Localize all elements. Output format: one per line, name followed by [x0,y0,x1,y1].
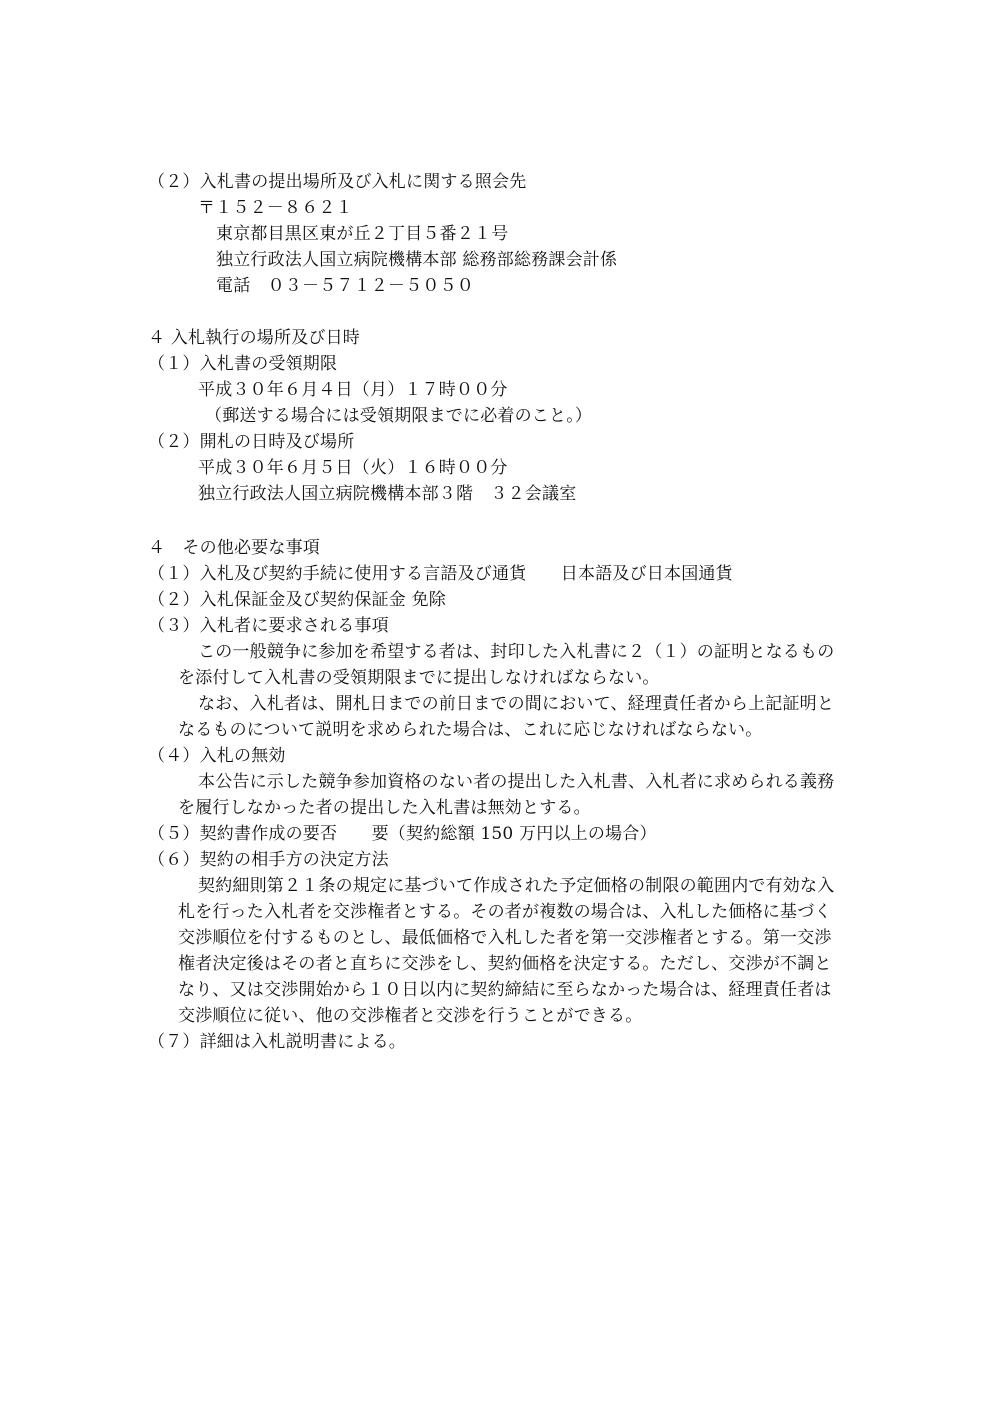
paragraph-line: なるものについて説明を求められた場合は、これに応じなければならない。 [178,720,763,740]
paragraph-line: 契約細則第２１条の規定に基づいて作成された予定価格の制限の範囲内で有効な入 [198,876,835,896]
paragraph-line: 交渉順位を付するものとし、最低価格で入札した者を第一交渉権者とする。第一交渉 [178,928,832,948]
paragraph-line: 札を行った入札者を交渉権者とする。その者が複数の場合は、入札した価格に基づく [178,902,832,922]
paragraph-line: 交渉順位に従い、他の交渉権者と交渉を行うことができる。 [178,1006,643,1026]
paragraph-line: この一般競争に参加を希望する者は、封印した入札書に２（１）の証明となるもの [198,642,835,662]
postal-code: 〒１５２－８６２１ [198,198,353,218]
paragraph-line: 本公告に示した競争参加資格のない者の提出した入札書、入札者に求められる義務 [198,772,835,792]
section-heading: （２）入札書の提出場所及び入札に関する照会先 [148,172,527,192]
item-heading: （４）入札の無効 [148,746,286,766]
item-text: （７）詳細は入札説明書による。 [148,1032,406,1052]
item-heading: （２）開札の日時及び場所 [148,432,355,452]
paragraph-line: なお、入札者は、開札日までの前日までの間において、経理責任者から上記証明と [198,694,835,714]
organization: 独立行政法人国立病院機構本部 総務部総務課会計係 [216,250,618,270]
address: 東京都目黒区東が丘２丁目５番２１号 [216,224,509,244]
paragraph-line: を履行しなかった者の提出した入札書は無効とする。 [178,798,591,818]
section-heading: ４ その他必要な事項 [148,538,320,558]
phone-number: 電話 ０３－５７１２－５０５０ [216,276,474,296]
deadline-note: （郵送する場合には受領期限までに必着のこと。） [205,406,593,426]
opening-place: 独立行政法人国立病院機構本部３階 ３２会議室 [198,484,577,504]
item-text: （５）契約書作成の要否 要（契約総額 150 万円以上の場合） [148,824,657,844]
item-text: （２）入札保証金及び契約保証金 免除 [148,590,447,610]
section-heading: ４ 入札執行の場所及び日時 [148,328,361,348]
item-heading: （６）契約の相手方の決定方法 [148,850,389,870]
deadline-date: 平成３０年６月４日（月）１７時００分 [198,380,508,400]
item-heading: （３）入札者に要求される事項 [148,616,389,636]
paragraph-line: を添付して入札書の受領期限までに提出しなければならない。 [178,668,660,688]
paragraph-line: 権者決定後はその者と直ちに交渉をし、契約価格を決定する。ただし、交渉が不調と [178,954,832,974]
item-text: （１）入札及び契約手続に使用する言語及び通貨 日本語及び日本国通貨 [148,564,733,584]
item-heading: （１）入札書の受領期限 [148,354,338,374]
opening-date: 平成３０年６月５日（火）１６時００分 [198,458,508,478]
paragraph-line: なり、又は交渉開始から１０日以内に契約締結に至らなかった場合は、経理責任者は [178,980,832,1000]
